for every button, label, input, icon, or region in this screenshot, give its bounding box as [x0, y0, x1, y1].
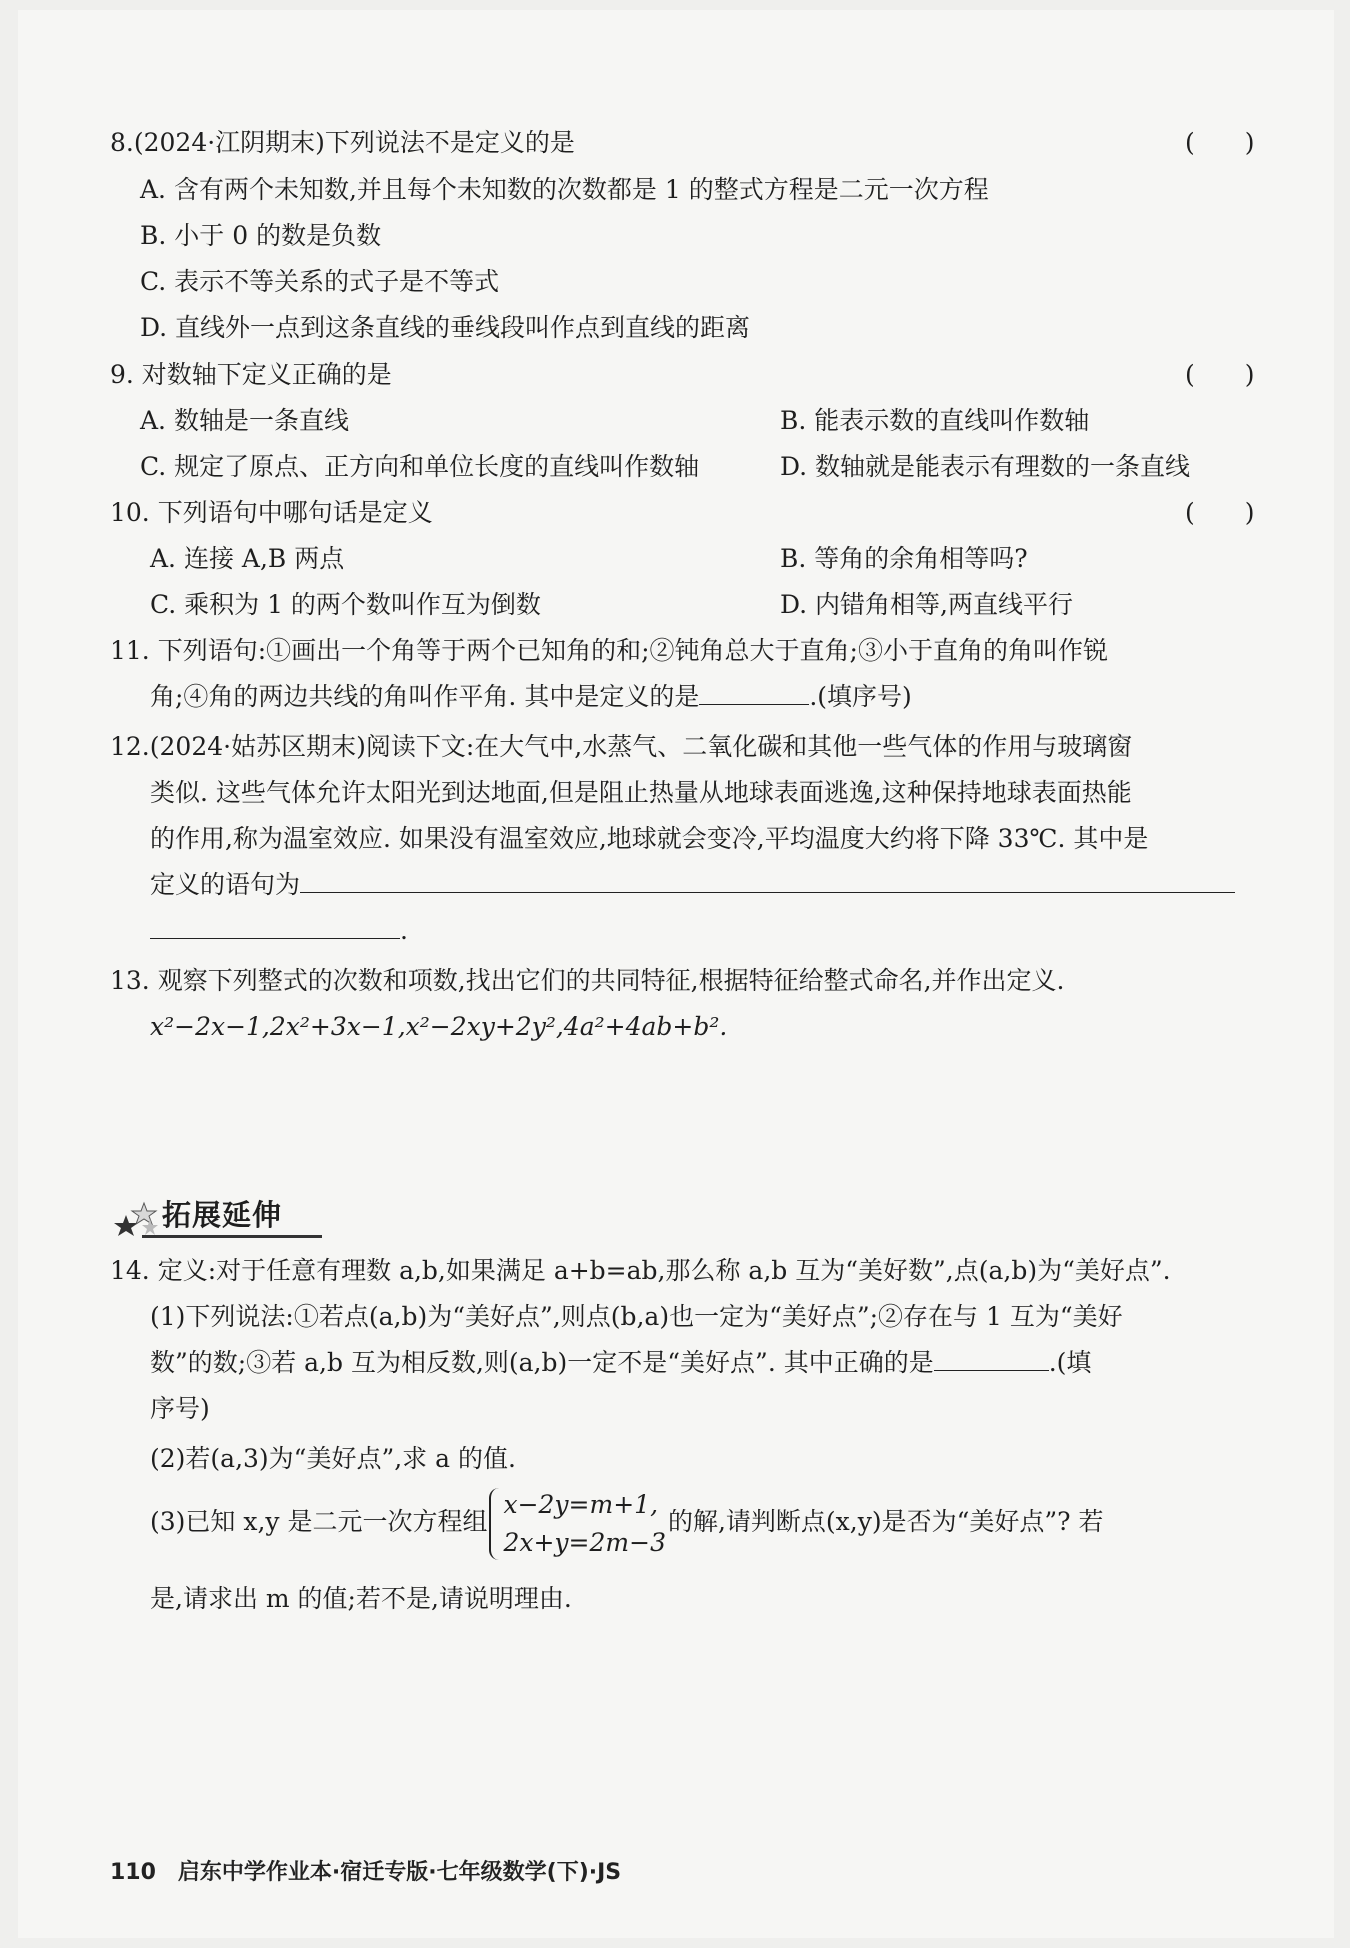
q13-expressions: x²−2x−1,2x²+3x−1,x²−2xy+2y²,4a²+4ab+b².: [150, 1012, 728, 1041]
q9-stem: 9. 对数轴下定义正确的是: [110, 360, 392, 389]
page-footer: 110 启东中学作业本·宿迁专版·七年级数学(下)·JS: [110, 1860, 622, 1885]
q9-option-a: A. 数轴是一条直线: [140, 406, 349, 435]
q14-part3-prefix: (3)已知 x,y 是二元一次方程组: [150, 1507, 488, 1536]
q12-line-3: 的作用,称为温室效应. 如果没有温室效应,地球就会变冷,平均温度大约将下降 33℃. 其中是: [150, 824, 1149, 853]
q14-part2: (2)若(a,3)为“美好点”,求 a 的值.: [150, 1444, 516, 1473]
q14-part1-line-2-text: 数”的数;③若 a,b 互为相反数,则(a,b)一定不是“美好点”. 其中正确的是: [150, 1348, 934, 1377]
q14-part1-line-3: 序号): [150, 1394, 210, 1423]
equation-1: x−2y=m+1,: [503, 1489, 659, 1519]
q10-answer-paren: ( ): [1185, 498, 1255, 527]
q9-option-d: D. 数轴就是能表示有理数的一条直线: [780, 452, 1191, 481]
q9-answer-paren: ( ): [1185, 360, 1255, 389]
brace: [489, 1488, 501, 1560]
q8-answer-paren: ( ): [1185, 128, 1255, 157]
q11-line-2-text: 角;④角的两边共线的角叫作平角. 其中是定义的是: [150, 682, 700, 711]
equation-2: 2x+y=2m−3: [503, 1527, 666, 1557]
q9-option-b: B. 能表示数的直线叫作数轴: [780, 406, 1090, 435]
q8-option-b: B. 小于 0 的数是负数: [140, 221, 382, 250]
q12-line-5: [150, 908, 408, 954]
q10-option-c: C. 乘积为 1 的两个数叫作互为倒数: [150, 590, 541, 619]
q12-answer-blank-1[interactable]: [300, 862, 1235, 893]
q8-option-d: D. 直线外一点到这条直线的垂线段叫作点到直线的距离: [140, 313, 751, 342]
q14-part3-line-2: 是,请求出 m 的值;若不是,请说明理由.: [150, 1584, 572, 1613]
q12-line-4-text: 定义的语句为: [150, 870, 301, 899]
q14-part1-line-1: (1)下列说法:①若点(a,b)为“美好点”,则点(b,a)也一定为“美好点”;②存在与 1 互为“美好: [150, 1302, 1123, 1331]
q14-line-1: 14. 定义:对于任意有理数 a,b,如果满足 a+b=ab,那么称 a,b 互为“美好数”,点(a,b)为“美好点”.: [110, 1256, 1171, 1285]
q14-part3-suffix: 的解,请判断点(x,y)是否为“美好点”? 若: [667, 1507, 1104, 1536]
section-header: [112, 1195, 322, 1239]
q9-option-c: C. 规定了原点、正方向和单位长度的直线叫作数轴: [140, 452, 700, 481]
q8-option-a: A. 含有两个未知数,并且每个未知数的次数都是 1 的整式方程是二元一次方程: [140, 175, 989, 204]
q10-option-d: D. 内错角相等,两直线平行: [780, 590, 1073, 619]
q11-answer-blank[interactable]: [699, 674, 809, 705]
stars-icon: [112, 1195, 162, 1239]
q11-line-2-end: .(填序号): [809, 682, 912, 711]
q12-line-4: [150, 862, 1235, 908]
q11-line-2: [150, 674, 912, 720]
q8-stem: 8.(2024·江阴期末)下列说法不是定义的是: [110, 128, 575, 157]
q12-line-5-end: .: [400, 916, 408, 945]
q14-part3-line-1: [150, 1482, 1104, 1562]
q12-answer-blank-2[interactable]: [150, 908, 400, 939]
equation-system: [489, 1486, 666, 1562]
q12-line-1: 12.(2024·姑苏区期末)阅读下文:在大气中,水蒸气、二氧化碳和其他一些气体的作用与玻璃窗: [110, 732, 1133, 761]
q13-line-1: 13. 观察下列整式的次数和项数,找出它们的共同特征,根据特征给整式命名,并作出定义.: [110, 966, 1065, 995]
q12-line-2: 类似. 这些气体允许太阳光到达地面,但是阻止热量从地球表面逃逸,这种保持地球表面热能: [150, 778, 1132, 807]
q8-option-c: C. 表示不等关系的式子是不等式: [140, 267, 500, 296]
q14-part1-line-2-end: .(填: [1048, 1348, 1092, 1377]
q10-stem: 10. 下列语句中哪句话是定义: [110, 498, 433, 527]
q14-part1-line-2: [150, 1340, 1091, 1386]
q10-option-b: B. 等角的余角相等吗?: [780, 544, 1028, 573]
section-underline: [142, 1235, 322, 1238]
q14-answer-blank[interactable]: [934, 1340, 1049, 1371]
q10-option-a: A. 连接 A,B 两点: [150, 544, 345, 573]
q11-line-1: 11. 下列语句:①画出一个角等于两个已知角的和;②钝角总大于直角;③小于直角的角叫作锐: [110, 636, 1108, 665]
section-title: 拓展延伸: [162, 1198, 283, 1232]
